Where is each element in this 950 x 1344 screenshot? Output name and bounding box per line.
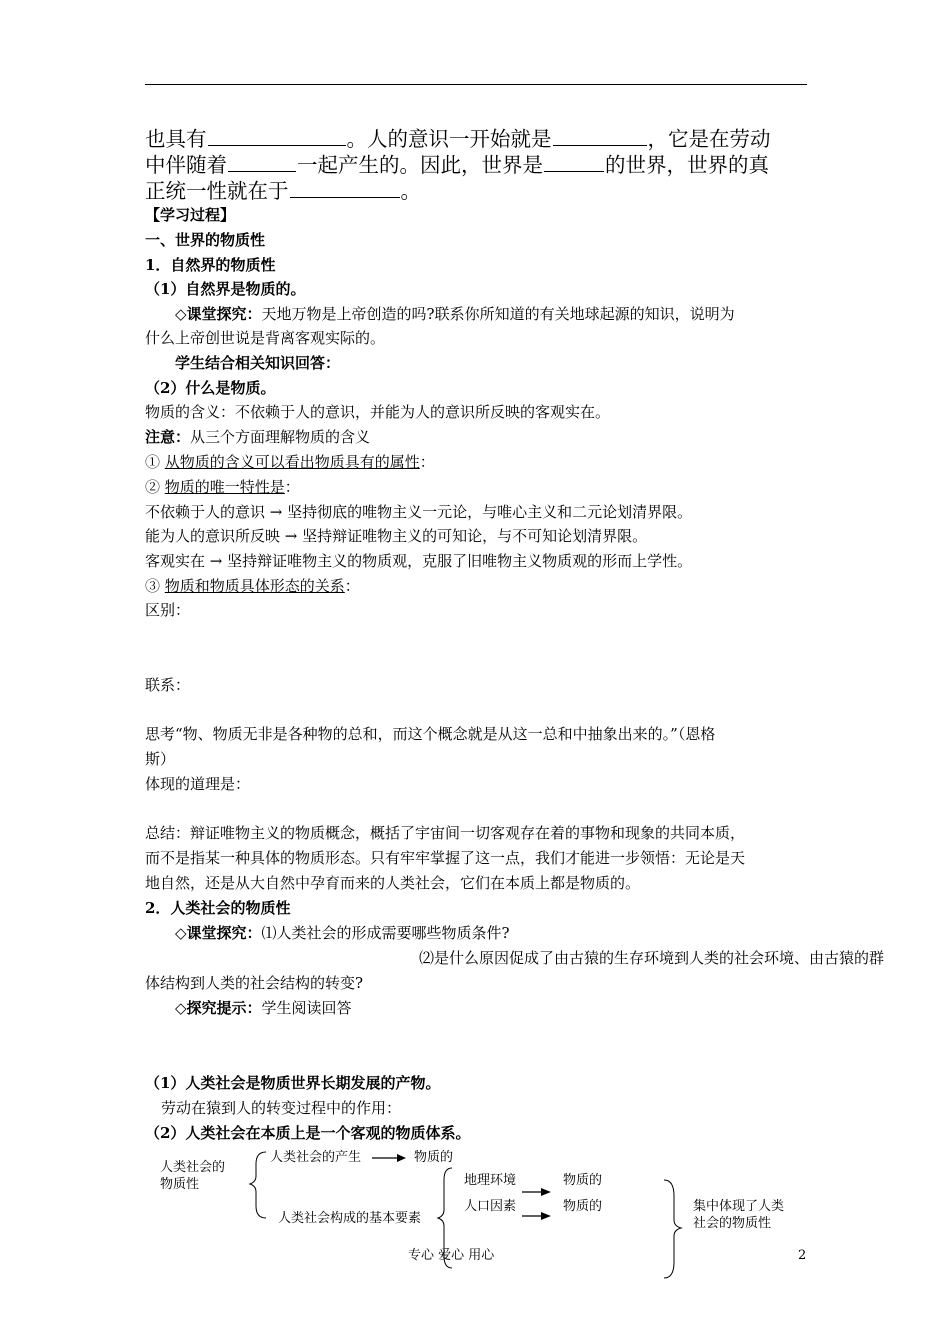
connection-label: 联系： xyxy=(145,676,191,694)
footer-motto: 专心 爱心 用心 xyxy=(408,1248,495,1263)
relation-line-2: 能为人的意识所反映 → 坚持辩证唯物主义的可知论，与不可知论划清界限。 xyxy=(145,527,648,545)
arrow-head-icon xyxy=(541,1212,551,1220)
blank-line-2: 中伴随着 一起产生的。因此，世界是 的世界，世界的真 xyxy=(145,153,769,177)
note-item-2: ② 物质的唯一特性是： xyxy=(145,478,300,496)
explore-1-cont: 什么上帝创世说是背离客观实际的。 xyxy=(145,329,386,347)
matter-definition: 物质的含义：不依赖于人的意识，并能为人的意识所反映的客观实在。 xyxy=(145,403,611,421)
note-item-3: ③ 物质和物质具体形态的关系： xyxy=(145,577,360,595)
right-brace-icon xyxy=(664,1180,681,1278)
subsection-item: （1）自然界是物质的。 xyxy=(145,280,306,298)
diagram-conclusion-line-2: 社会的物质性 xyxy=(693,1216,772,1231)
blank-line-3: 正统一性就在于 。 xyxy=(145,179,421,203)
explore-2-q2: ⑵是什么原因促成了由古猿的生存环境到人类的社会环境、由古猿的群 xyxy=(419,949,885,967)
subsection-item: （2）什么是物质。 xyxy=(145,379,276,397)
subsection-heading: 2．人类社会的物质性 xyxy=(145,899,291,917)
relation-line-3: 客观实在 → 坚持辩证唯物主义的物质观，克服了旧唯物主义物质观的形而上学性。 xyxy=(145,552,693,570)
relation-line-1: 不依赖于人的意识 → 坚持彻底的唯物主义一元论，与唯心主义和二元论划清界限。 xyxy=(145,503,693,521)
diagram-population: 人口因素 xyxy=(464,1199,517,1214)
blank-line-1: 也具有 。人的意识一开始就是 ，它是在劳动 xyxy=(145,127,771,151)
note-item-1: ① 从物质的含义可以看出物质具有的属性： xyxy=(145,453,435,471)
diagram-root-line-2: 物质性 xyxy=(160,1177,200,1192)
explore-1: ◇课堂探究：天地万物是上帝创造的吗?联系你所知道的有关地球起源的知识，说明为 xyxy=(175,305,735,323)
section-heading: 一、世界的物质性 xyxy=(145,231,266,249)
summary-line-3: 地自然，还是从大自然中孕育而来的人类社会，它们在本质上都是物质的。 xyxy=(145,874,641,892)
left-brace-icon xyxy=(250,1152,266,1218)
reason-label: 体现的道理是： xyxy=(145,775,251,793)
diagram-conclusion-line-1: 集中体现了人类 xyxy=(693,1199,785,1214)
explore-2-q2-cont: 体结构到人类的社会结构的转变? xyxy=(145,974,364,992)
diagram-material-1: 物质的 xyxy=(414,1150,454,1165)
difference-label: 区别： xyxy=(145,601,191,619)
student-answer: 学生结合相关知识回答： xyxy=(175,354,341,372)
page-number: 2 xyxy=(798,1248,807,1263)
explore-hint: ◇探究提示：学生阅读回答 xyxy=(175,999,352,1017)
diagram-root-line-1: 人类社会的 xyxy=(160,1160,226,1175)
think-line-2: 斯） xyxy=(145,750,176,768)
society-point-1: （1）人类社会是物质世界长期发展的产物。 xyxy=(145,1074,441,1092)
diagram-material-2: 物质的 xyxy=(563,1173,603,1188)
summary-line-2: 而不是指某一种具体的物质形态。只有牢牢掌握了这一点，我们才能进一步领悟：无论是天 xyxy=(145,849,746,867)
labor-role: 劳动在猿到人的转变过程中的作用： xyxy=(161,1099,402,1117)
section-learning-process: 【学习过程】 xyxy=(145,206,236,224)
diagram-material-3: 物质的 xyxy=(563,1199,603,1214)
note: 注意：从三个方面理解物质的含义 xyxy=(145,428,371,446)
diagram-geo-environment: 地理环境 xyxy=(464,1173,517,1188)
diagram-origin: 人类社会的产生 xyxy=(270,1150,362,1165)
summary-line-1: 总结：辩证唯物主义的物质概念，概括了宇宙间一切客观存在着的事物和现象的共同本质， xyxy=(145,824,746,842)
subsection-heading: 1．自然界的物质性 xyxy=(145,256,276,274)
diagram-basic-elements: 人类社会构成的基本要素 xyxy=(278,1211,422,1226)
society-point-2: （2）人类社会在本质上是一个客观的物质体系。 xyxy=(145,1124,471,1142)
explore-2: ◇课堂探究：⑴人类社会的形成需要哪些物质条件? xyxy=(175,924,510,942)
arrow-head-icon xyxy=(541,1188,551,1196)
arrow-head-icon xyxy=(397,1154,406,1162)
think-line-1: 思考“物、物质无非是各种物的总和，而这个概念就是从这一总和中抽象出来的。”（恩格 xyxy=(145,725,716,743)
